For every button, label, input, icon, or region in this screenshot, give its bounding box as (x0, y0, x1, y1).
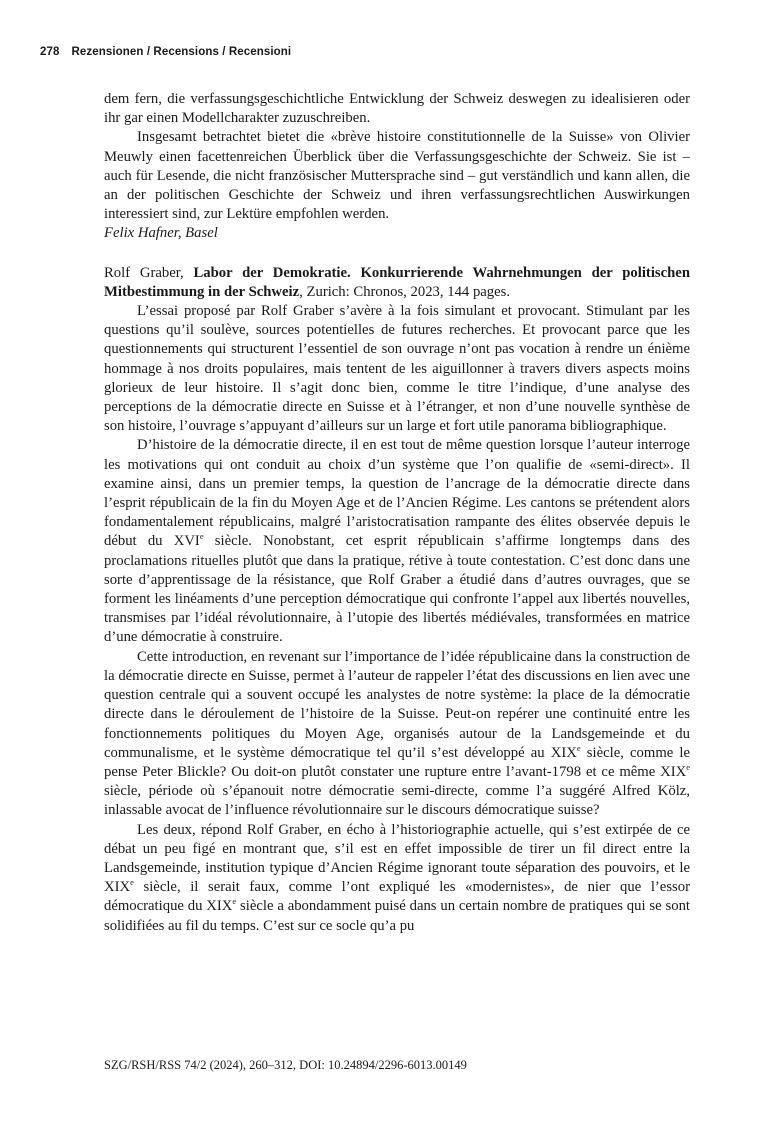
paragraph-segment: siècle, période où s’épanouit notre démocratie semi-directe, comme l’a suggéré Alfred Kölz, inlassable avocat de l’influence révolutionnaire sur le discours démocratique suisse? (104, 783, 690, 819)
paragraph-segment: siècle, il serait faux, comme l’ont expliqué les «modernistes», de nier que l’essor démocratique du XIX (104, 879, 690, 915)
paragraph-segment: Cette introduction, en revenant sur l’importance de l’idée républicaine dans la construction de la démocratie directe en Suisse, permet à l’auteur de rappeler l’état des discussions en lien avec une question centrale qui a souvent occupé les analystes de notre système: la place de la démocratie directe dans le déroulement de l’histoire de la Suisse. Peut-on repérer une continuité entre les fonctionnements politiques du Moyen Age, organisés autour de la Landsgemeinde et du communalisme, et le système démocratique tel qu’il s’est développé au XIX (104, 648, 690, 761)
section-gap (104, 244, 690, 264)
superscript-e: e (576, 742, 581, 753)
paragraph-segment: siècle, comme le pense Peter Blickle? Ou doit-on plutôt constater une rupture entre l’avant-1798 et ce même XIX (104, 744, 690, 780)
running-header (40, 46, 700, 58)
review2-book-title: Labor der Demokratie. Konkurrierende Wahrnehmungen der politischen Mitbestimmung in der Schweiz (104, 264, 690, 300)
page-number: 278 (40, 46, 60, 58)
page-body (104, 90, 690, 936)
superscript-e: e (130, 877, 134, 888)
review1-conclusion: Insgesamt betrachtet bietet die «brève histoire constitutionnelle de la Suisse» von Olivier Meuwly einen facettenreichen Überblick über die Verfassungsgeschichte der Schweiz. Sie ist – auch für Lesende, die nicht französischer Muttersprache sind – gut verständlich und kann allen, die an der politischen Geschichte der Schweiz und ihren verfassungsrechtlichen Auswirkungen interessiert sind, zur Lektüre empfohlen werden. (104, 129, 690, 223)
paragraph-segment: Les deux, répond Rolf Graber, en écho à l’historiographie actuelle, qui s’est extirpée de ce débat un peu figé en montrant que, s’il est en effet impossible de tirer un fil direct entre la Landsgemeinde, institution typique d’Ancien Régime ignorant toute séparation des pouvoirs, et le XIX (104, 821, 690, 896)
paragraph-segment: siècle a abondamment puisé dans un certain nombre de pratiques qui se sont solidifiées au fil du temps. C’est sur ce socle qu’a pu (104, 898, 690, 934)
review2-paragraph-3 (104, 648, 690, 821)
footer-citation: SZG/RSH/RSS 74/2 (2024), 260–312, DOI: 10.24894/2296-6013.00149 (104, 1058, 467, 1072)
paragraph-segment: D’histoire de la démocratie directe, il en est tout de même question lorsque l’auteur interroge les motivations qui ont conduit au choix d’un système que l’on qualifie de «semi-direct». Il examine ainsi, dans un premier temps, la question de l’ancrage de la démocratie directe dans l’esprit républicain de la fin du Moyen Age et de l’Ancien Régime. Les cantons se prétendent alors fondamentalement républicains, malgré l’aristocratisation rampante des élites observée depuis le début du XVI (104, 437, 690, 550)
running-title: Rezensionen / Recensions / Recensioni (71, 46, 292, 58)
review2-publication: , Zurich: Chronos, 2023, 144 pages. (299, 283, 511, 300)
review2-paragraph-4 (104, 821, 690, 936)
review2-paragraph-2 (104, 436, 690, 647)
superscript-e: e (232, 896, 237, 907)
superscript-e: e (686, 761, 690, 772)
review1-reviewer: Felix Hafner, Basel (104, 225, 218, 242)
superscript-e: e (199, 531, 204, 542)
review1-continuation: dem fern, die verfassungsgeschichtliche Entwicklung der Schweiz deswegen zu idealisieren oder ihr gar einen Modellcharakter zuzuschreiben. (104, 91, 690, 127)
review2-author: Rolf Graber, (104, 264, 184, 281)
review2-bibliographic-entry (104, 264, 690, 302)
review2-paragraph-1: L’essai proposé par Rolf Graber s’avère à la fois simulant et provocant. Stimulant par les questions qu’il soulève, sources potentielles de futures recherches. Et provocant parce que les questionnements qui structurent l’essentiel de son ouvrage n’ont pas vocation à rendre un énième hommage à nos droits populaires, mais tentent de les aiguillonner à travers divers aspects moins glorieux de leur histoire. Il s’agit donc bien, comme le titre l’indique, d’une analyse des perceptions de la démocratie directe en Suisse et à l’étranger, et non d’une nouvelle synthèse de son histoire, l’ouvrage s’appuyant d’ailleurs sur un large et fort utile panorama bibliographique. (104, 303, 690, 435)
paragraph-segment: siècle. Nonobstant, cet esprit républicain s’affirme longtemps dans des proclamations rituelles plutôt que dans la pratique, rétive à toute contestation. C’est donc dans une sorte d’apprentissage de la résistance, que Rolf Graber a étudié dans d’autres ouvrages, que se forment les linéaments d’une perception démocratique qui confronte l’appel aux libertés nouvelles, transmises par l’idéal révolutionnaire, à l’utopie des libertés médiévales, transformées en matrice d’une démocratie à construire. (104, 533, 690, 646)
